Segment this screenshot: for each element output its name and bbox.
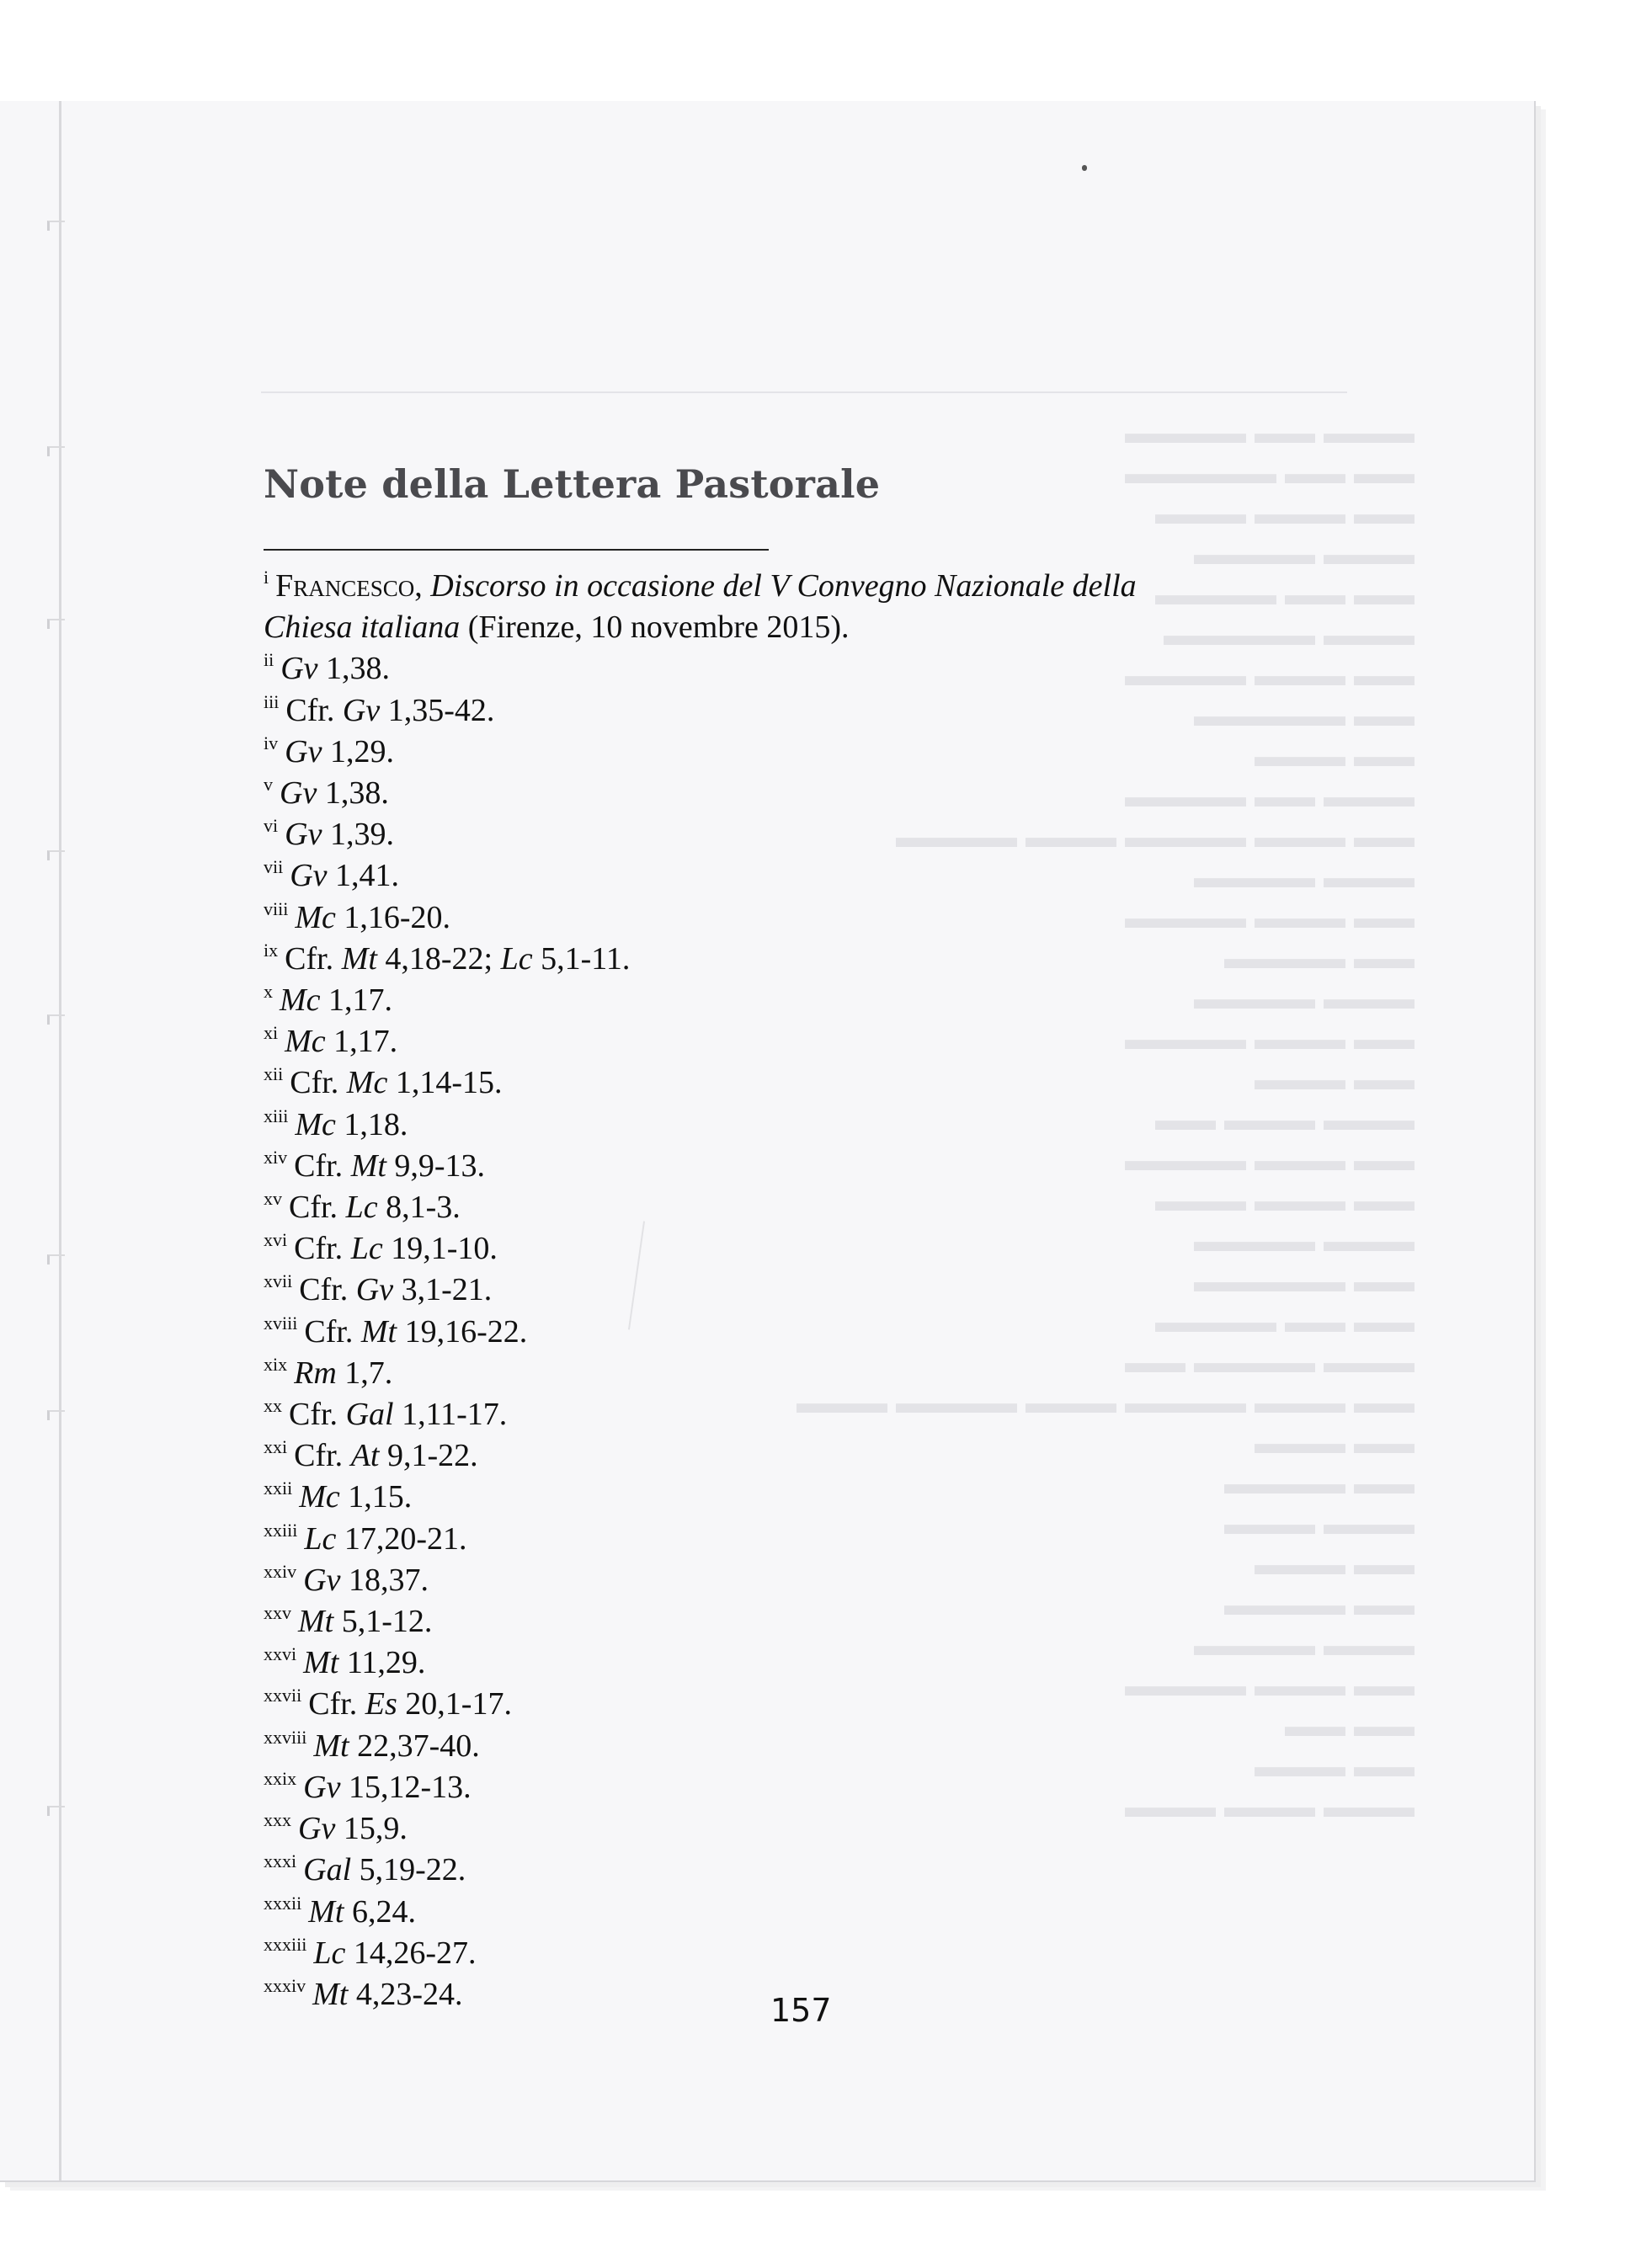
endnote <box>264 1105 1358 1146</box>
book-reference: Lc <box>350 1231 383 1267</box>
binding-staple <box>47 221 65 231</box>
endnote-marker: xxvii <box>264 1685 302 1706</box>
page-title: Note della Lettera Pastorale <box>264 461 881 507</box>
endnote-text: 1,7. <box>336 1355 393 1391</box>
endnote-marker: viii <box>264 897 289 919</box>
endnote-text: 5,19-22. <box>351 1852 466 1888</box>
endnote-text: 18,37. <box>340 1562 429 1598</box>
book-reference: Mt <box>350 1147 386 1184</box>
endnote-text: Cfr. <box>289 1190 346 1226</box>
endnote <box>264 814 1358 855</box>
endnote-marker: xxxii <box>264 1892 302 1914</box>
book-reference: Mc <box>295 1106 336 1142</box>
endnote-marker: xxiv <box>264 1560 297 1582</box>
book-reference: Gv <box>285 733 322 769</box>
endnote-marker: xiii <box>264 1105 289 1126</box>
endnote <box>264 1767 1358 1808</box>
endnote-text: 1,38. <box>317 775 389 812</box>
endnote-text: 4,23-24. <box>348 1976 463 2012</box>
endnote-text: Cfr. <box>299 1272 356 1308</box>
endnote <box>264 897 1358 939</box>
endnote-text: Cfr. <box>308 1686 365 1722</box>
binding-staple <box>47 1806 65 1816</box>
book-reference: Gv <box>290 858 328 894</box>
book-reference: Gv <box>303 1769 341 1805</box>
endnote <box>264 732 1358 773</box>
book-reference: Rm <box>294 1355 337 1391</box>
endnote <box>264 1519 1358 1560</box>
book-reference: Mt <box>303 1645 339 1681</box>
endnote-marker: xxvi <box>264 1643 297 1665</box>
book-reference: Gv <box>280 775 317 812</box>
endnote-marker: iv <box>264 732 279 753</box>
endnote <box>264 1312 1358 1353</box>
endnote <box>264 1726 1358 1767</box>
book-reference: Mt <box>312 1976 349 2012</box>
endnote <box>264 690 1358 732</box>
endnote <box>264 980 1358 1021</box>
endnote-marker: v <box>264 774 273 796</box>
endnote <box>264 607 1358 648</box>
endnote-marker: xxxiv <box>264 1974 306 1996</box>
endnote-text: 9,1-22. <box>379 1438 478 1474</box>
endnote <box>264 1684 1358 1725</box>
endnote-text: 1,39. <box>322 817 394 853</box>
endnote-text: Francesco <box>275 568 415 604</box>
endnote-text: Cfr. <box>289 1397 346 1433</box>
endnote <box>264 1394 1358 1435</box>
endnote <box>264 1892 1358 1933</box>
endnote-text: Cfr. <box>285 940 342 977</box>
endnote <box>264 855 1358 897</box>
endnote-marker: xxi <box>264 1436 288 1458</box>
book-reference: Lc <box>500 940 533 977</box>
endnote-text: 1,38. <box>317 651 391 687</box>
book-reference: Gal <box>345 1397 394 1433</box>
endnote-text: 1,15. <box>339 1479 413 1515</box>
endnote <box>264 1808 1358 1850</box>
endnote-marker: xix <box>264 1353 288 1375</box>
endnote-marker: ix <box>264 939 279 961</box>
book-reference: Gv <box>355 1272 394 1308</box>
book-reference: Es <box>365 1686 397 1722</box>
page-spine <box>59 101 61 2180</box>
endnote-text: Cfr. <box>294 1231 351 1267</box>
binding-staple <box>47 850 65 860</box>
endnote-text: 1,29. <box>322 733 394 769</box>
binding-staple <box>47 1254 65 1264</box>
book-reference: Mt <box>308 1893 344 1930</box>
binding-staple <box>47 446 65 456</box>
endnote-text: 20,1-17. <box>397 1686 512 1722</box>
book-reference: Mc <box>285 1024 326 1060</box>
endnote <box>264 1435 1358 1477</box>
endnote-marker: xi <box>264 1022 279 1044</box>
book-reference: Discorso in occasione del V Convegno Nazionale della <box>430 568 1137 604</box>
binding-staple <box>47 1410 65 1420</box>
endnote-text: 8,1-3. <box>377 1190 461 1226</box>
endnote-text: 5,1-12. <box>333 1604 433 1640</box>
endnote-marker: vii <box>264 856 284 878</box>
endnote-marker: xviii <box>264 1312 298 1334</box>
book-reference: Lc <box>304 1520 337 1557</box>
endnote-text: 1,16-20. <box>335 899 451 935</box>
endnote-text: Cfr. <box>285 692 343 728</box>
endnote-marker: i <box>264 567 269 588</box>
endnote-marker: xvi <box>264 1229 288 1251</box>
endnote <box>264 1353 1358 1394</box>
endnote-text: 1,14-15. <box>387 1065 503 1101</box>
page-number: 157 <box>770 1992 832 2029</box>
endnote-text: 15,12-13. <box>340 1769 472 1805</box>
endnote-marker: xxv <box>264 1602 291 1624</box>
endnote-text: (Firenze, 10 novembre 2015). <box>460 610 850 646</box>
endnote <box>264 1850 1358 1891</box>
endnote-text: Cfr. <box>294 1438 351 1474</box>
endnote-text: 9,9-13. <box>386 1147 486 1184</box>
endnote-text: 1,11-17. <box>393 1397 508 1433</box>
endnote-text: , <box>414 568 431 604</box>
book-reference: Gv <box>280 651 318 687</box>
book-reference: Mt <box>360 1313 397 1350</box>
endnotes-list <box>264 566 1358 2015</box>
endnote-marker: xxix <box>264 1767 297 1789</box>
endnote-text: 19,16-22. <box>397 1313 528 1350</box>
endnote-text: 15,9. <box>335 1811 408 1847</box>
endnote-text: 1,35-42. <box>380 692 495 728</box>
endnote-text: 22,37-40. <box>349 1728 480 1764</box>
endnote-marker: ii <box>264 649 274 671</box>
endnote-text: 17,20-21. <box>336 1520 467 1557</box>
endnote-text: 3,1-21. <box>393 1272 493 1308</box>
book-reference: Mc <box>299 1479 340 1515</box>
endnote-text: 5,1-11. <box>532 940 631 977</box>
endnote <box>264 939 1358 980</box>
endnote <box>264 648 1358 689</box>
endnote <box>264 1642 1358 1684</box>
binding-staple <box>47 1014 65 1025</box>
endnote-marker: xii <box>264 1063 284 1085</box>
endnote <box>264 1062 1358 1104</box>
endnote-marker: vi <box>264 815 279 837</box>
endnote-text: 19,1-10. <box>382 1231 498 1267</box>
endnote <box>264 1601 1358 1642</box>
binding-staple <box>47 619 65 629</box>
endnote <box>264 773 1358 814</box>
endnote <box>264 1146 1358 1187</box>
endnote-text: Cfr. <box>290 1065 347 1101</box>
endnote <box>264 1477 1358 1518</box>
endnote-marker: x <box>264 981 273 1003</box>
endnote-marker: xvii <box>264 1270 293 1292</box>
bleed-through-rule <box>261 391 1347 393</box>
book-reference: At <box>350 1438 380 1474</box>
book-reference: Gv <box>298 1811 336 1847</box>
endnote-marker: xiv <box>264 1146 288 1168</box>
endnote-text: 6,24. <box>344 1893 416 1930</box>
book-reference: Lc <box>313 1935 346 1971</box>
endnote-marker: xxxi <box>264 1850 297 1872</box>
book-reference: Mc <box>280 982 321 1019</box>
endnote-text: Cfr. <box>304 1313 361 1350</box>
book-reference: Mc <box>346 1065 388 1101</box>
endnote-text: 1,17. <box>325 1024 398 1060</box>
book-reference: Lc <box>345 1190 378 1226</box>
endnote-marker: iii <box>264 690 280 712</box>
book-reference: Mt <box>298 1604 334 1640</box>
book-reference: Gv <box>342 692 381 728</box>
book-reference: Gal <box>303 1852 352 1888</box>
endnote <box>264 1228 1358 1270</box>
endnote-marker: xxiii <box>264 1519 298 1541</box>
endnote <box>264 1021 1358 1062</box>
endnote <box>264 566 1358 607</box>
endnote <box>264 1270 1358 1311</box>
endnote-text: Cfr. <box>294 1147 351 1184</box>
bleed-through-text: ▬▬▬ ▬▬ ▬▬▬▬ ▬▬ ▬▬ ▬▬▬▬▬ ▬▬ ▬▬▬ ▬▬▬ ▬▬▬ ▬▬▬▬ ▬▬ ▬▬ ▬▬▬▬ ▬▬▬ ▬▬▬▬▬ ▬▬ ▬▬▬ ▬▬▬▬ ▬▬ ▬▬▬▬▬ ▬▬ ▬▬▬ ▬▬▬ ▬▬ ▬▬▬▬ ▬▬ ▬▬▬ ▬▬▬▬ ▬▬▬ ▬▬▬▬ ▬▬▬ ▬▬▬▬ ▬▬ ▬▬▬ ▬▬▬▬ ▬▬ ▬▬▬▬ ▬▬▬ ▬▬▬▬ ▬▬ ▬▬▬ ▬▬▬▬ ▬▬ ▬▬▬ ▬▬▬ ▬▬▬ ▬▬ ▬▬ ▬▬▬ ▬▬▬▬ ▬▬ ▬▬▬ ▬▬▬ ▬▬▬ ▬▬▬▬ ▬▬ ▬▬▬▬▬ ▬▬ ▬▬ ▬▬▬▬ ▬▬▬ ▬▬▬▬ ▬▬ ▬▬ ▬▬▬ ▬▬▬▬ ▬▬▬ ▬▬▬▬ ▬▬▬ ▬▬ ▬▬▬ ▬▬ ▬▬▬▬ ▬▬▬ ▬▬▬ ▬▬ ▬▬▬ ▬▬ ▬▬▬▬ ▬▬▬ ▬▬▬▬ ▬▬ ▬▬▬ ▬▬▬▬ ▬▬ ▬▬ ▬▬ ▬▬▬ ▬▬▬ ▬▬▬ ▬▬▬ <box>796 415 1415 1823</box>
endnote-marker: xxxiii <box>264 1933 307 1955</box>
book-reference: Mt <box>313 1728 349 1764</box>
endnote <box>264 1933 1358 1974</box>
book-reference: Gv <box>285 817 322 853</box>
endnote-text: 1,41. <box>327 858 400 894</box>
endnote-marker: xxviii <box>264 1726 307 1748</box>
endnote-marker: xx <box>264 1395 282 1417</box>
endnote-marker: xxx <box>264 1809 291 1831</box>
endnote <box>264 1560 1358 1601</box>
book-reference: Chiesa italiana <box>264 610 461 646</box>
endnote-text: 14,26-27. <box>345 1935 477 1971</box>
ink-dot <box>1082 165 1087 171</box>
book-reference: Gv <box>303 1562 341 1598</box>
title-underline <box>264 549 769 551</box>
endnote-text: 1,17. <box>320 982 393 1019</box>
endnote-marker: xv <box>264 1188 282 1210</box>
endnote-text: 4,18-22; <box>376 940 501 977</box>
endnote-text: 11,29. <box>338 1645 426 1681</box>
endnote-marker: xxii <box>264 1477 293 1499</box>
endnote-text: 1,18. <box>335 1106 408 1142</box>
endnote <box>264 1187 1358 1228</box>
book-reference: Mc <box>295 899 336 935</box>
book-reference: Mt <box>341 940 377 977</box>
